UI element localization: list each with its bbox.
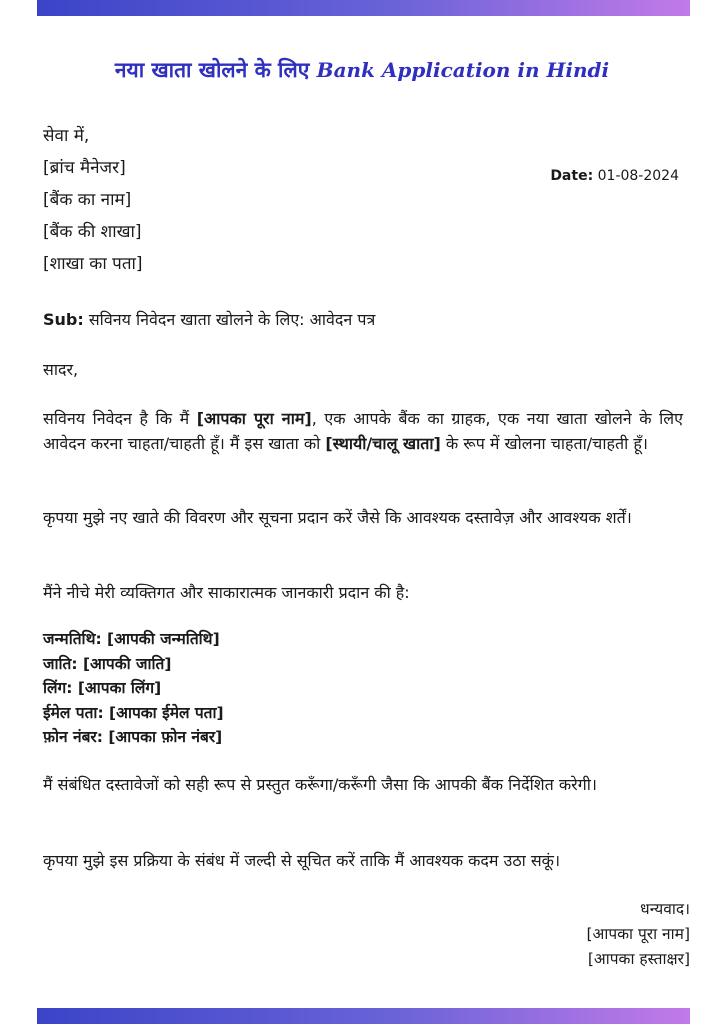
paragraph-request — [43, 406, 683, 456]
p1-text-3: के रूप में खोलना चाहता/चाहती हूँ। — [440, 434, 648, 453]
p1-name-placeholder: [आपका पूरा नाम] — [196, 409, 312, 428]
closing-line: [आपका पूरा नाम] — [586, 925, 690, 943]
salutation: सादर, — [43, 360, 79, 379]
recipient-address — [43, 120, 143, 280]
paragraph-details-request: कृपया मुझे नए खाते की विवरण और सूचना प्रदान करें जैसे कि आवश्यक दस्तावेज़ और आवश्यक शर्तें। — [43, 508, 632, 527]
closing-line: धन्यवाद। — [640, 900, 690, 918]
letter-date — [550, 168, 679, 184]
page-title — [0, 56, 724, 84]
detail-item: लिंग: [आपका लिंग] — [43, 679, 162, 697]
detail-item: जाति: [आपकी जाति] — [43, 654, 172, 673]
top-gradient-bar — [37, 0, 690, 16]
subject-text: सविनय निवेदन खाता खोलने के लिए: आवेदन पत्र — [88, 310, 376, 329]
p1-account-type-placeholder: [स्थायी/चालू खाता] — [325, 434, 441, 453]
subject-line — [43, 307, 683, 332]
address-line: [ब्रांच मैनेजर] — [43, 158, 126, 178]
detail-item: ईमेल पता: [आपका ईमेल पता] — [43, 703, 224, 722]
address-line: सेवा में, — [43, 126, 90, 146]
date-value: 01-08-2024 — [597, 168, 679, 184]
paragraph-info-intro: मैंने नीचे मेरी व्यक्तिगत और साकारात्मक जानकारी प्रदान की है: — [43, 583, 410, 602]
date-label: Date: — [550, 168, 594, 184]
address-line: [बैंक का नाम] — [43, 190, 132, 210]
bottom-gradient-bar — [37, 1008, 690, 1024]
closing-line: [आपका हस्ताक्षर] — [587, 950, 690, 968]
paragraph-closing-request: कृपया मुझे इस प्रक्रिया के संबंध में जल्दी से सूचित करें ताकि मैं आवश्यक कदम उठा सकूं। — [43, 851, 561, 870]
signature-block — [586, 897, 690, 972]
subject-label: Sub: — [43, 310, 84, 329]
detail-item: फ़ोन नंबर: [आपका फ़ोन नंबर] — [43, 728, 223, 746]
title-hindi: नया खाता खोलने के लिए — [114, 58, 310, 82]
detail-item: जन्मतिथि: [आपकी जन्मतिथि] — [43, 630, 220, 648]
personal-details-list — [43, 627, 224, 750]
p1-text-1: सविनय निवेदन है कि मैं — [43, 409, 197, 428]
title-english: Bank Application in Hindi — [316, 58, 610, 82]
address-line: [बैंक की शाखा] — [43, 222, 142, 242]
address-line: [शाखा का पता] — [43, 254, 143, 274]
p1-text-2: , एक आपके बैंक का ग्राहक, एक नया खाता खोलने के लिए आवेदन करना चाहता/चाहती हूँ। मैं इस खाता को — [43, 409, 683, 453]
paragraph-documents: मैं संबंधित दस्तावेजों को सही रूप से प्रस्तुत करूँगा/करूँगी जैसा कि आपकी बैंक निर्देशित करेगी। — [43, 775, 597, 794]
